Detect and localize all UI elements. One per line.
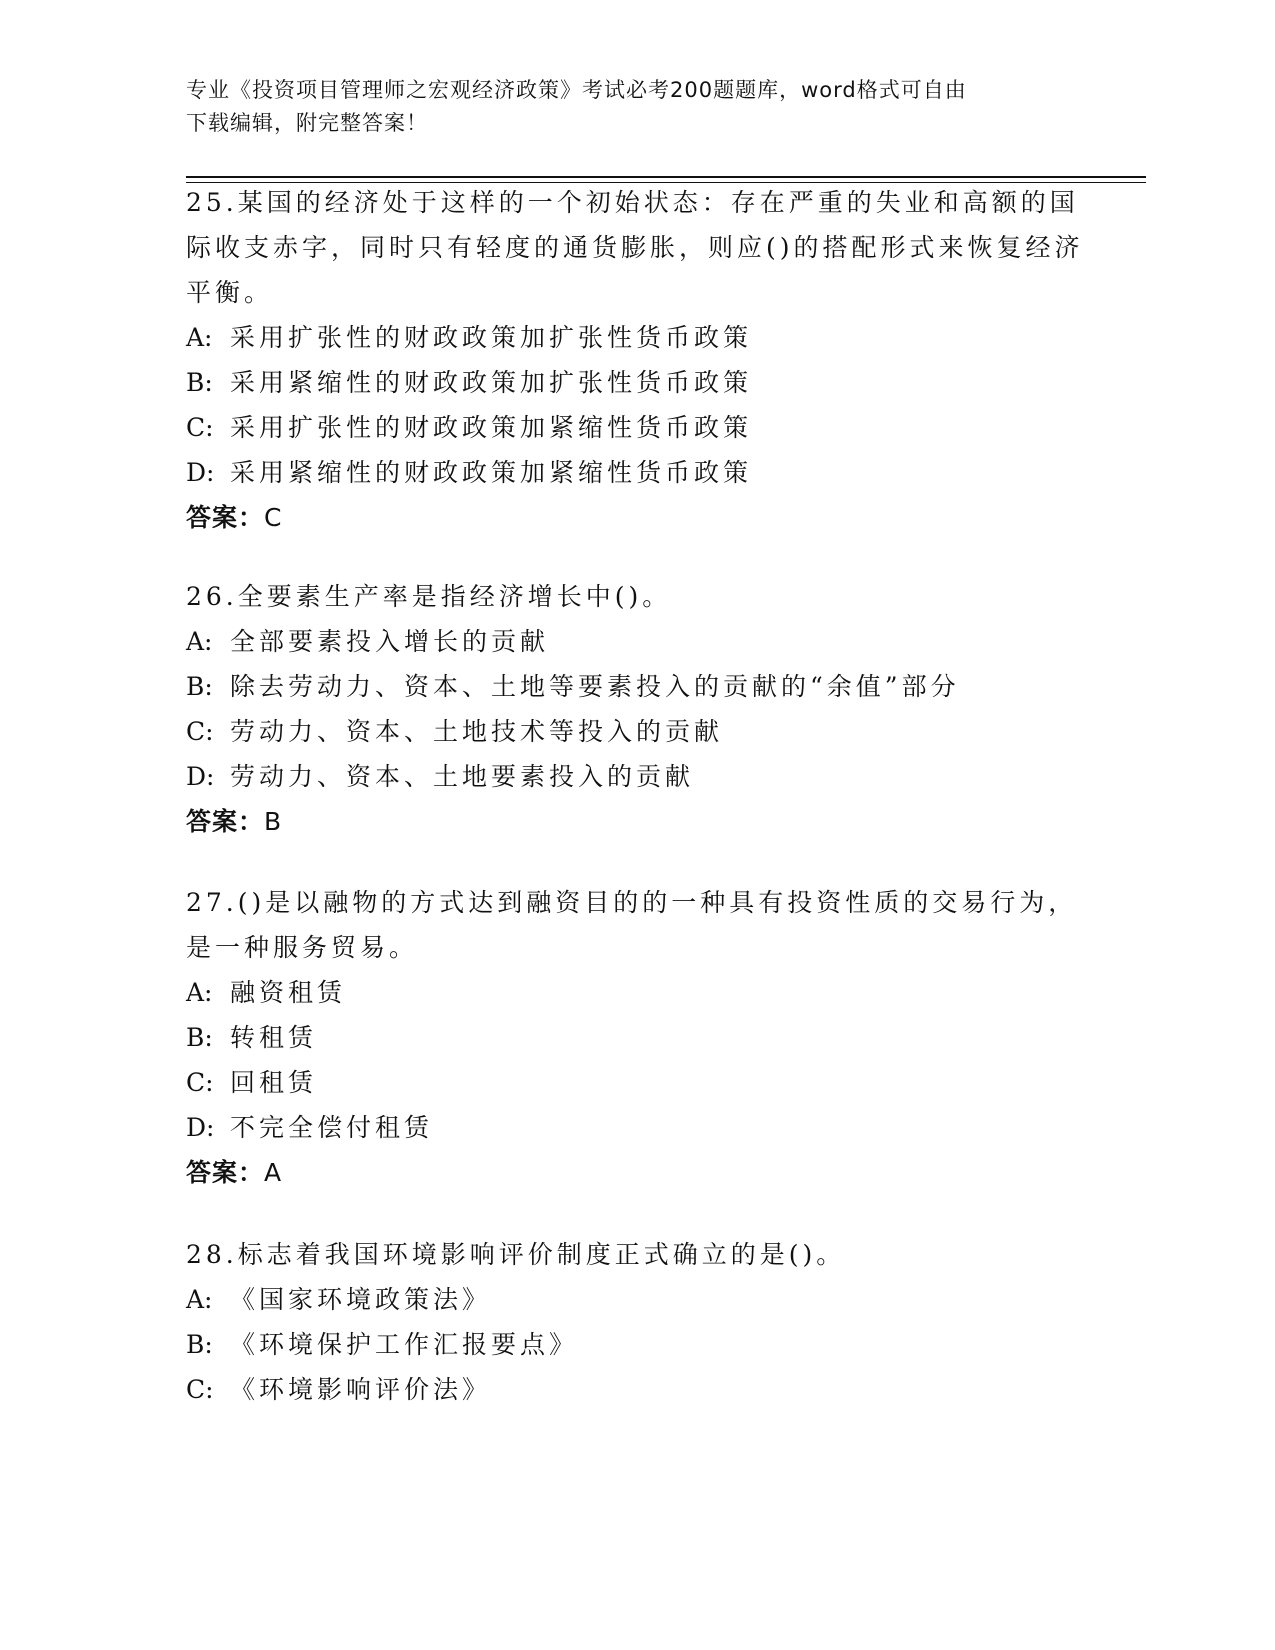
option-text: 除去劳动力、资本、土地等要素投入的贡献的“余值”部分 (230, 672, 960, 701)
answer-label: 答案： (186, 807, 265, 836)
option-text: 《环境保护工作汇报要点》 (230, 1330, 579, 1359)
option-text: 《环境影响评价法》 (230, 1375, 492, 1404)
option-text: 劳动力、资本、土地要素投入的贡献 (230, 762, 695, 791)
answer-value: A (264, 1158, 283, 1187)
answer-label: 答案： (186, 503, 265, 532)
answer-line (186, 799, 1086, 844)
question-25 (186, 180, 1086, 540)
option-key: D: (186, 1113, 215, 1142)
option-b (186, 664, 1086, 709)
question-stem: 25.某国的经济处于这样的一个初始状态：存在严重的失业和高额的国际收支赤字，同时只有轻度的通货膨胀，则应()的搭配形式来恢复经济平衡。 (186, 188, 1084, 307)
option-key: A: (186, 978, 213, 1007)
option-text: 融资租赁 (230, 978, 347, 1007)
option-b (186, 1322, 1086, 1367)
option-a (186, 1277, 1086, 1322)
option-b (186, 360, 1086, 405)
option-text: 不完全偿付租赁 (230, 1113, 434, 1142)
option-key: B: (186, 368, 213, 397)
option-key: B: (186, 1023, 213, 1052)
option-c (186, 1367, 1086, 1412)
question-stem: 26.全要素生产率是指经济增长中()。 (186, 582, 672, 611)
option-key: A: (186, 627, 213, 656)
answer-line (186, 495, 1086, 540)
option-text: 全部要素投入增长的贡献 (230, 627, 550, 656)
option-d (186, 754, 1086, 799)
option-text: 转租赁 (230, 1023, 318, 1052)
answer-label: 答案： (186, 1158, 265, 1187)
option-key: B: (186, 1330, 213, 1359)
option-key: C: (186, 413, 214, 442)
option-b (186, 1015, 1086, 1060)
option-a (186, 619, 1086, 664)
header-line-2: 下载编辑，附完整答案！ (186, 111, 428, 135)
option-text: 采用紧缩性的财政政策加紧缩性货币政策 (230, 458, 753, 487)
question-28 (186, 1232, 1086, 1412)
option-key: B: (186, 672, 213, 701)
option-a (186, 315, 1086, 360)
document-header (186, 74, 1066, 140)
option-c (186, 405, 1086, 450)
option-key: A: (186, 1285, 213, 1314)
option-d (186, 450, 1086, 495)
option-a (186, 970, 1086, 1015)
option-text: 采用扩张性的财政政策加紧缩性货币政策 (230, 413, 753, 442)
question-26 (186, 574, 1086, 844)
question-stem: 27.()是以融物的方式达到融资目的的一种具有投资性质的交易行为，是一种服务贸易。 (186, 888, 1078, 962)
answer-line (186, 1150, 1086, 1195)
option-c (186, 1060, 1086, 1105)
option-text: 采用紧缩性的财政政策加扩张性货币政策 (230, 368, 753, 397)
option-text: 劳动力、资本、土地技术等投入的贡献 (230, 717, 724, 746)
option-key: D: (186, 762, 215, 791)
question-stem: 28.标志着我国环境影响评价制度正式确立的是()。 (186, 1240, 846, 1269)
header-divider-thick (186, 176, 1146, 178)
option-d (186, 1105, 1086, 1150)
option-c (186, 709, 1086, 754)
question-27 (186, 880, 1086, 1195)
answer-value: C (264, 503, 283, 532)
option-key: C: (186, 1375, 214, 1404)
option-key: C: (186, 717, 214, 746)
answer-value: B (264, 807, 283, 836)
option-text: 采用扩张性的财政政策加扩张性货币政策 (230, 323, 753, 352)
option-key: A: (186, 323, 213, 352)
option-text: 《国家环境政策法》 (230, 1285, 492, 1314)
header-line-1: 专业《投资项目管理师之宏观经济政策》考试必考200题题库，word格式可自由 (186, 78, 967, 102)
option-text: 回租赁 (230, 1068, 318, 1097)
option-key: D: (186, 458, 215, 487)
option-key: C: (186, 1068, 214, 1097)
